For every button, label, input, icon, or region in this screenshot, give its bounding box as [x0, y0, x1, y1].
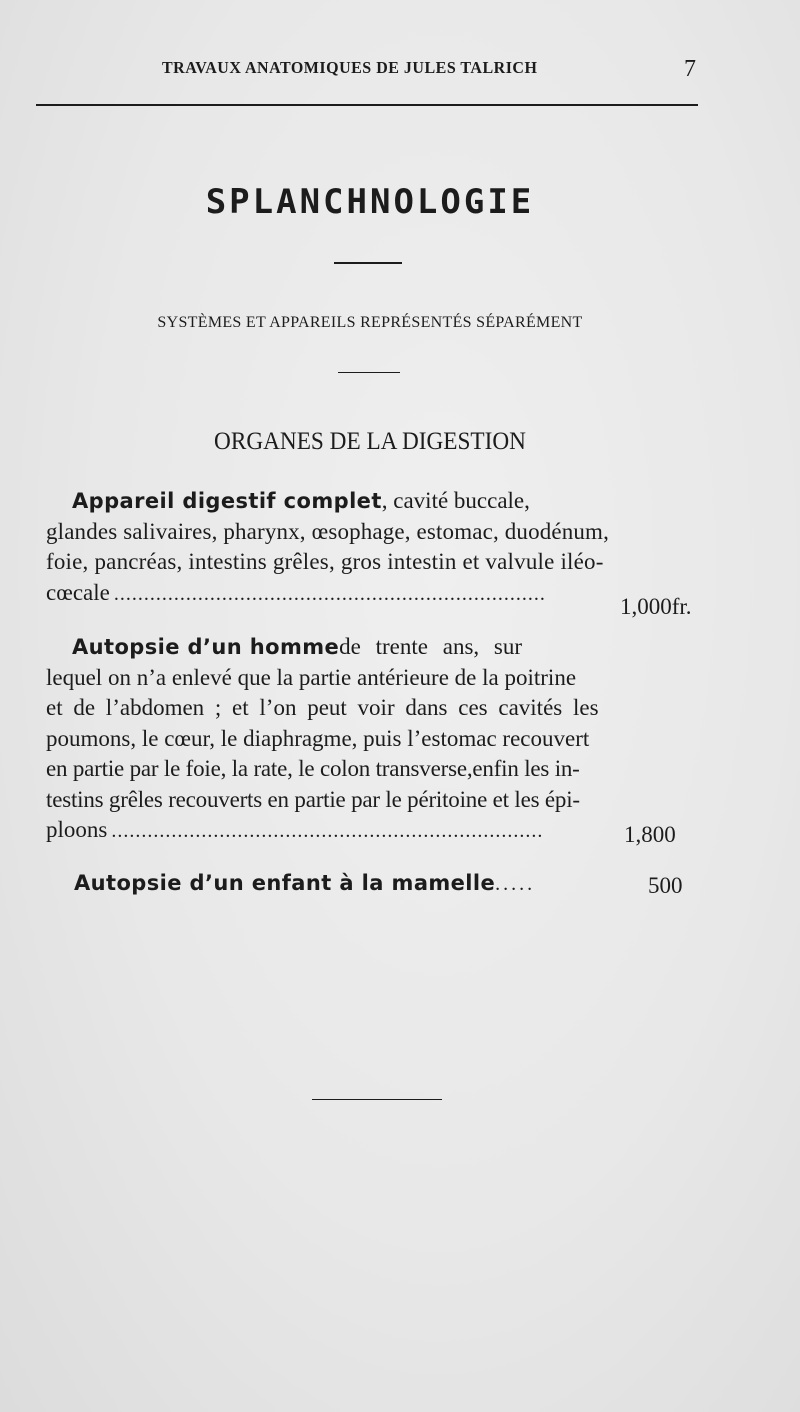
entry-price: 500	[648, 873, 683, 898]
entry-text: et de l’abdomen ; et l’on peut voir dans ces cavités les	[46, 695, 599, 720]
section-heading: ORGANES DE LA DIGESTION	[214, 428, 526, 455]
entry-lead: Autopsie d’un homme	[72, 635, 340, 659]
catalogue-entry-man-autopsy	[46, 632, 620, 847]
page-number: 7	[684, 56, 696, 82]
entry-text: foie, pancréas, intestins grêles, gros intestin et valvule iléo-	[46, 549, 604, 574]
entry-text: testins grêles recouverts en partie par le péritoine et les épi-	[46, 786, 580, 812]
entry-text: poumons, le cœur, le diaphragme, puis l’estomac recouvert	[46, 725, 590, 751]
leader-dots	[111, 816, 616, 847]
entry-text: de trente ans, sur	[339, 634, 523, 659]
entry-line	[46, 815, 620, 847]
chapter-subtitle: SYSTÈMES ET APPAREILS REPRÉSENTÉS SÉPARÉMENT	[157, 314, 583, 331]
entry-price: 1,800	[624, 822, 676, 847]
end-divider	[312, 1099, 442, 1100]
chapter-title: SPLANCHNOLOGIE	[205, 182, 535, 222]
leader-dots	[114, 579, 616, 610]
entry-text: , cavité buccale,	[381, 488, 530, 513]
entry-text: cœcale	[46, 579, 110, 605]
entry-line	[74, 868, 624, 900]
entry-line	[46, 486, 620, 517]
title-divider	[334, 262, 402, 264]
entry-line	[46, 785, 620, 816]
entry-line	[46, 517, 620, 548]
entry-text: lequel on n’a enlevé que la partie antérieure de la poitrine	[46, 664, 577, 690]
entry-line	[46, 663, 620, 694]
header-rule	[36, 104, 698, 106]
entry-text: en partie par le foie, la rate, le colon transverse,enfin les in-	[46, 756, 580, 781]
running-title: TRAVAUX ANATOMIQUES DE JULES TALRICH	[162, 59, 538, 78]
entry-line	[46, 632, 620, 663]
leader-dots: .....	[495, 873, 536, 895]
entry-text: ploons	[46, 817, 108, 842]
entry-line	[46, 724, 620, 755]
entry-line	[46, 547, 620, 578]
entry-price: 1,000fr.	[620, 594, 692, 619]
entry-text: glandes salivaires, pharynx, œsophage, estomac, duodénum,	[46, 518, 609, 544]
entry-line	[46, 578, 620, 610]
entry-lead: Appareil digestif complet	[72, 489, 382, 513]
entry-line	[46, 754, 620, 785]
catalogue-entry-digestive-apparatus	[46, 486, 620, 609]
entry-lead: Autopsie d’un enfant à la mamelle	[74, 871, 496, 895]
entry-line	[46, 693, 620, 724]
catalogue-entry-infant-autopsy	[74, 868, 624, 900]
subtitle-divider	[338, 372, 400, 373]
